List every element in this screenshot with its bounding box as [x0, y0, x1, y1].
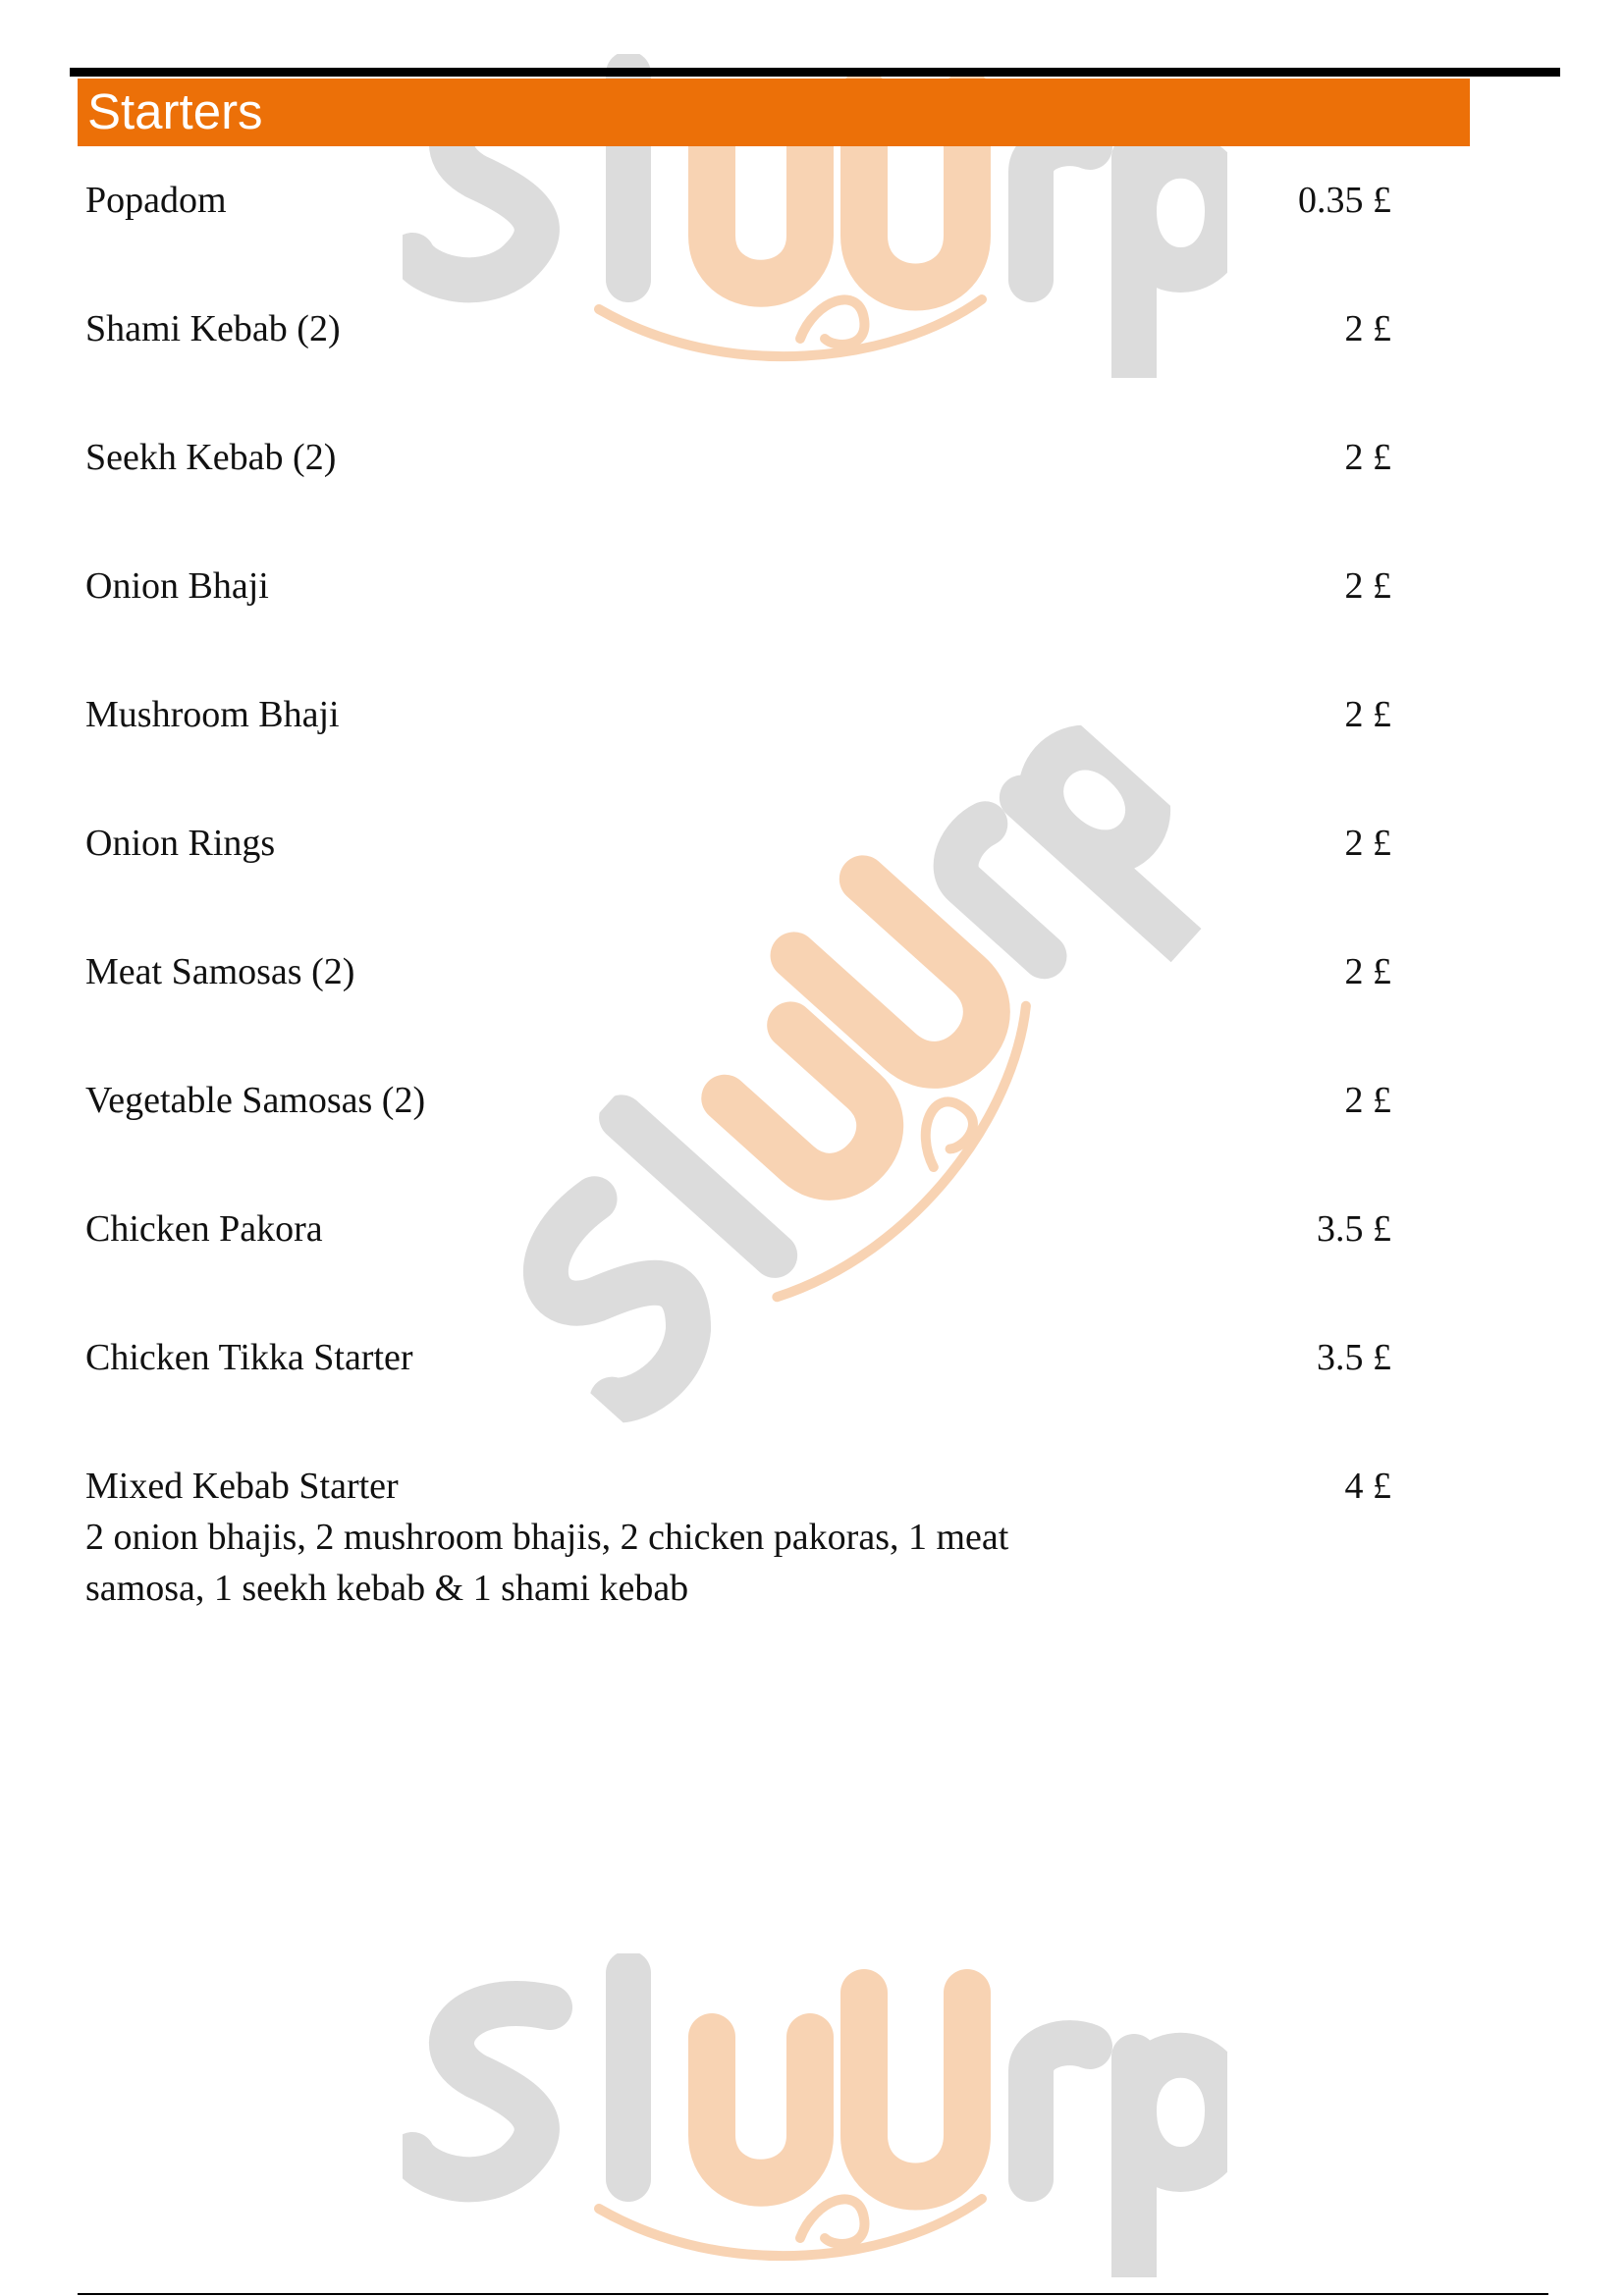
menu-item-name: Onion Rings	[85, 823, 276, 864]
menu-item-name: Meat Samosas (2)	[85, 951, 355, 992]
menu-item	[85, 689, 1391, 818]
menu-item-name: Chicken Pakora	[85, 1208, 323, 1250]
top-divider	[70, 68, 1560, 77]
menu-item-price: 3.5 £	[1317, 1337, 1391, 1378]
menu-item	[85, 1332, 1391, 1461]
menu-item-price: 3.5 £	[1317, 1208, 1391, 1250]
menu-item-price: 2 £	[1344, 951, 1391, 992]
menu-item	[85, 432, 1391, 561]
menu-item-name: Mixed Kebab Starter	[85, 1466, 399, 1507]
menu-item	[85, 818, 1391, 946]
menu-item-price: 2 £	[1344, 1080, 1391, 1121]
menu-item-name: Seekh Kebab (2)	[85, 437, 337, 478]
menu-item-name: Vegetable Samosas (2)	[85, 1080, 426, 1121]
menu-item-name: Mushroom Bhaji	[85, 694, 340, 735]
menu-item-name: Chicken Tikka Starter	[85, 1337, 413, 1378]
menu-item	[85, 561, 1391, 689]
menu-item	[85, 175, 1391, 303]
menu-item-price: 4 £	[1344, 1466, 1391, 1507]
menu-item-price: 2 £	[1344, 694, 1391, 735]
section-title: Starters	[87, 83, 263, 139]
menu-item-description: 2 onion bhajis, 2 mushroom bhajis, 2 chicken pakoras, 1 meat samosa, 1 seekh kebab & 1 shami kebab	[85, 1517, 1009, 1609]
menu-item-price: 2 £	[1344, 565, 1391, 607]
section-header	[78, 79, 1470, 146]
slurpy-watermark-logo-bottom	[403, 1953, 1227, 2277]
menu-list	[85, 175, 1391, 1609]
menu-item	[85, 1075, 1391, 1203]
menu-item-price: 2 £	[1344, 823, 1391, 864]
bottom-divider	[78, 2293, 1548, 2295]
menu-item-price: 0.35 £	[1298, 180, 1391, 221]
menu-item-name: Onion Bhaji	[85, 565, 269, 607]
menu-item-name: Shami Kebab (2)	[85, 308, 341, 349]
menu-item	[85, 946, 1391, 1075]
menu-item-price: 2 £	[1344, 308, 1391, 349]
menu-item	[85, 1203, 1391, 1332]
menu-item-name: Popadom	[85, 180, 227, 221]
menu-item	[85, 303, 1391, 432]
menu-item-price: 2 £	[1344, 437, 1391, 478]
